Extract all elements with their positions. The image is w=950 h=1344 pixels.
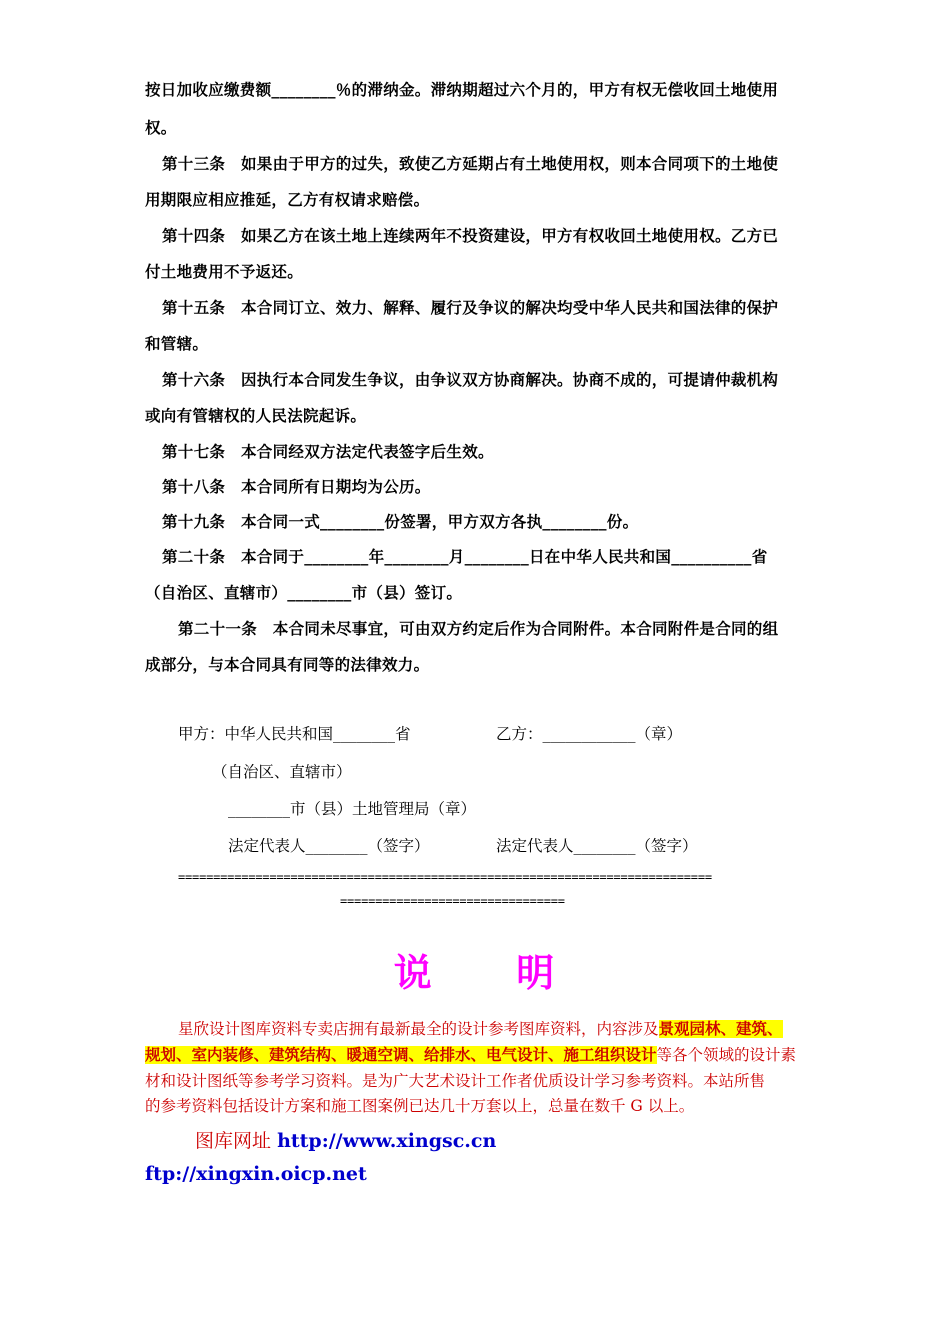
- contract-line-1: 按日加收应缴费额________％的滞纳金。滞纳期超过六个月的，甲方有权无偿收回土地使用: [145, 81, 779, 99]
- gallery-url-label: 图库网址: [195, 1130, 272, 1152]
- party-a-label: 甲方：中华人民共和国________省: [178, 725, 411, 743]
- notice-text-2: 等各个领域的设计素: [656, 1046, 797, 1064]
- article-13-line-1: 第十三条 如果由于甲方的过失，致使乙方延期占有土地使用权，则本合同项下的土地使: [162, 155, 779, 173]
- notice-title-char-2: 明: [516, 951, 557, 995]
- article-13-line-2: 用期限应相应推延，乙方有权请求赔偿。: [145, 191, 430, 209]
- article-21-line-2: 成部分，与本合同具有同等的法律效力。: [145, 656, 430, 674]
- notice-title: [0, 942, 950, 997]
- separator-line-1: ============================================================================: [178, 870, 712, 884]
- ftp-url-link[interactable]: ftp://xingxin.oicp.net: [145, 1163, 367, 1185]
- notice-highlight-1: 景观园林、建筑、: [658, 1020, 783, 1038]
- party-a-bureau: ________市（县）土地管理局（章）: [228, 800, 477, 818]
- notice-paragraph-line-3: 材和设计图纸等参考学习资料。是为广大艺术设计工作者优质设计学习参考资料。本站所售: [145, 1072, 766, 1090]
- party-a-region: （自治区、直辖市）: [212, 763, 352, 781]
- article-15-line-2: 和管辖。: [145, 335, 209, 353]
- separator-line-2: ================================: [340, 894, 565, 908]
- article-20-line-1: 第二十条 本合同于________年________月________日在中华人民共和国__________省: [162, 548, 768, 566]
- article-20-line-2: （自治区、直辖市）________市（县）签订。: [145, 584, 463, 602]
- article-16-line-1: 第十六条 因执行本合同发生争议，由争议双方协商解决。协商不成的，可提请仲裁机构: [162, 371, 779, 389]
- article-14-line-2: 付土地费用不予返还。: [145, 263, 304, 281]
- notice-paragraph-line-4: 的参考资料包括设计方案和施工图案例已达几十万套以上，总量在数千 G 以上。: [145, 1097, 695, 1115]
- notice-title-char-1: 说: [393, 951, 434, 995]
- article-17: 第十七条 本合同经双方法定代表签字后生效。: [162, 443, 494, 461]
- party-b-representative: 法定代表人________（签字）: [496, 837, 698, 855]
- article-14-line-1: 第十四条 如果乙方在该土地上连续两年不投资建设，甲方有权收回土地使用权。乙方已: [162, 227, 779, 245]
- notice-text-1: 星欣设计图库资料专卖店拥有最新最全的设计参考图库资料，内容涉及: [178, 1020, 659, 1038]
- party-b-label: 乙方：____________（章）: [496, 725, 683, 743]
- notice-paragraph-line-1: [178, 1017, 783, 1039]
- article-19: 第十九条 本合同一式________份签署，甲方双方各执________份。: [162, 513, 639, 531]
- article-18: 第十八条 本合同所有日期均为公历。: [162, 478, 431, 496]
- notice-paragraph-line-2: [145, 1043, 796, 1065]
- gallery-url-link[interactable]: http://www.xingsc.cn: [277, 1130, 497, 1152]
- article-15-line-1: 第十五条 本合同订立、效力、解释、履行及争议的解决均受中华人民共和国法律的保护: [162, 299, 779, 317]
- article-21-line-1: 第二十一条 本合同未尽事宜，可由双方约定后作为合同附件。本合同附件是合同的组: [178, 620, 779, 638]
- ftp-url-row: [145, 1163, 367, 1185]
- article-16-line-2: 或向有管辖权的人民法院起诉。: [145, 407, 367, 425]
- notice-highlight-2: 规划、室内装修、建筑结构、暖通空调、给排水、电气设计、施工组织设计: [145, 1046, 657, 1064]
- party-a-representative: 法定代表人________（签字）: [228, 837, 430, 855]
- contract-line-2: 权。: [145, 119, 177, 137]
- gallery-url-row: [195, 1126, 496, 1153]
